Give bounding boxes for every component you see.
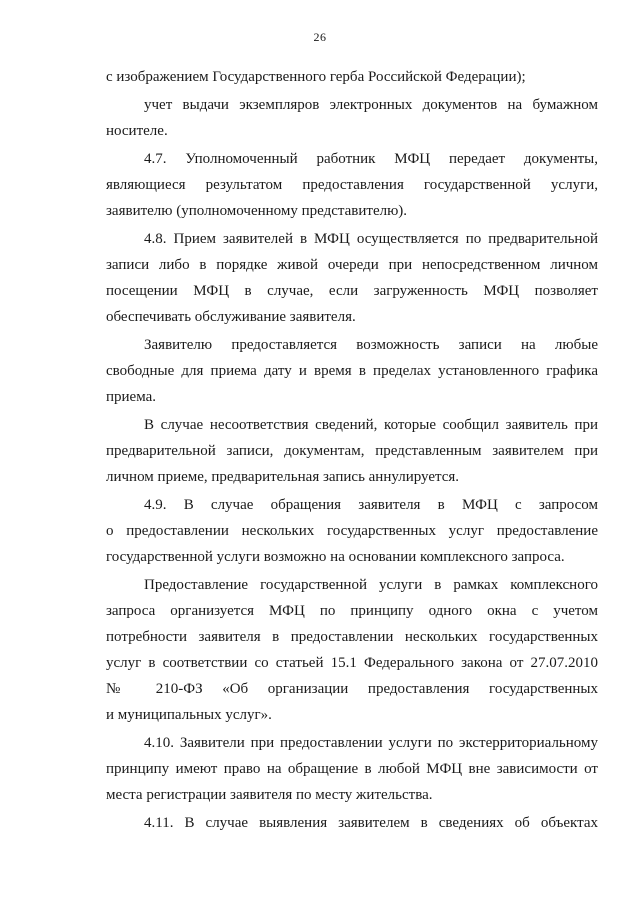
text-line: предварительной записи, документам, представленным заявителем при — [106, 443, 598, 459]
text-line: свободные для приема дату и время в пределах установленного графика — [106, 363, 598, 379]
text-line: места регистрации заявителя по месту жительства. — [106, 787, 433, 803]
paragraph-4-9-line: 4.9. В случае обращения заявителя в МФЦ с запросом — [144, 497, 598, 513]
document-body — [106, 64, 598, 836]
text-line: личном приеме, предварительная запись аннулируется. — [106, 469, 460, 485]
text-line: Предоставление государственной услуги в рамках комплексного — [144, 577, 598, 593]
text-line: В случае несоответствия сведений, которые сообщил заявитель при — [144, 417, 598, 433]
paragraph-4-7-line: 4.7. Уполномоченный работник МФЦ передает документы, — [144, 151, 598, 167]
text-line: учет выдачи экземпляров электронных документов на бумажном — [144, 97, 598, 113]
text-line: государственной услуги возможно на основании комплексного запроса. — [106, 549, 565, 565]
text-line: заявителю (уполномоченному представителю). — [106, 203, 408, 219]
text-line: потребности заявителя в предоставлении нескольких государственных — [106, 629, 598, 645]
paragraph-4-10-line: 4.10. Заявители при предоставлении услуги по экстерриториальному — [144, 735, 598, 751]
page-number: 26 — [313, 30, 327, 44]
text-line: № 210-ФЗ «Об организации предоставления государственных — [106, 681, 598, 697]
text-line: приема. — [106, 389, 157, 405]
paragraph-4-8-line: 4.8. Прием заявителей в МФЦ осуществляется по предварительной — [144, 231, 598, 247]
paragraph-4-11-line: 4.11. В случае выявления заявителем в сведениях об объектах — [144, 815, 598, 831]
text-line: услуг в соответствии со статьей 15.1 Федерального закона от 27.07.2010 — [106, 655, 598, 671]
text-line: посещении МФЦ в случае, если загруженность МФЦ позволяет — [106, 283, 598, 299]
text-line: принципу имеют право на обращение в любой МФЦ вне зависимости от — [106, 761, 598, 777]
text-line: с изображением Государственного герба Российской Федерации); — [106, 69, 526, 85]
text-line: являющиеся результатом предоставления государственной услуги, — [106, 177, 598, 193]
text-line: Заявителю предоставляется возможность записи на любые — [144, 337, 598, 353]
text-line: о предоставлении нескольких государственных услуг предоставление — [106, 523, 598, 539]
text-line: запроса организуется МФЦ по принципу одного окна с учетом — [106, 603, 598, 619]
text-line: носителе. — [106, 123, 168, 139]
text-line: и муниципальных услуг». — [106, 707, 272, 723]
text-line: обеспечивать обслуживание заявителя. — [106, 309, 356, 325]
text-line: записи либо в порядке живой очереди при непосредственном личном — [106, 257, 598, 273]
